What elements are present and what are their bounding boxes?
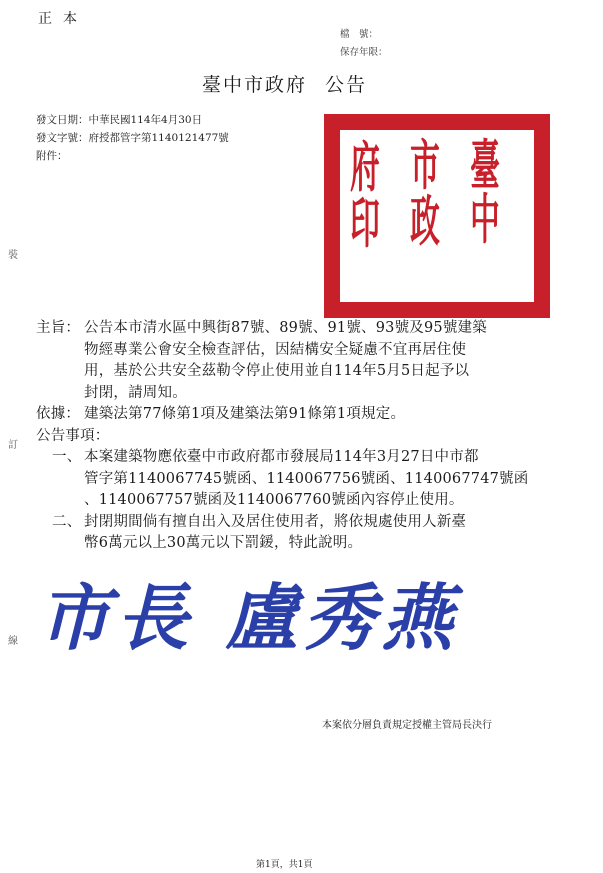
notice-item-line: 幣6萬元以上30萬元以下罰鍰，特此說明。 [84, 535, 363, 551]
basis-label: 依據： [36, 406, 81, 422]
issue-number: 發文字號：府授都管字第1140121477號 [36, 132, 229, 144]
notice-item-line: 封閉期間倘有擅自出入及居住使用者，將依規處使用人新臺 [84, 513, 467, 530]
subject-line: 公告本市清水區中興街87號、89號、91號、93號及95號建築 [84, 320, 487, 336]
notice-item-line: 管字第1140067745號函、1140067756號函、1140067747號函 [84, 470, 529, 487]
attachments-label: 附件： [36, 150, 68, 162]
notice-item-marker: 二、 [52, 513, 82, 530]
issue-date: 發文日期：中華民國114年4月30日 [36, 114, 203, 126]
subject-line: 用，基於公共安全茲勒令停止使用並自114年5月5日起予以 [84, 363, 470, 379]
subject-line: 物經專業公會安全檢查評估，因結構安全疑慮不宜再居住使 [84, 341, 467, 358]
binding-mark-line: 線 [8, 636, 18, 647]
notice-label: 公告事項： [36, 427, 110, 444]
subject-label: 主旨： [36, 320, 81, 336]
binding-mark-staple: 訂 [8, 440, 18, 451]
notice-item-line: 、1140067757號函及1140067760號函內容停止使用。 [84, 492, 464, 508]
notice-item-marker: 一、 [52, 449, 82, 465]
seal-glyph: 臺 [470, 133, 500, 197]
document-type: 公告 [325, 74, 368, 96]
seal-glyph: 府 [350, 135, 380, 199]
delegation-note: 本案依分層負責規定授權主管局長決行 [322, 720, 492, 731]
official-seal [324, 114, 550, 318]
basis-text: 建築法第77條第1項及建築法第91條第1項規定。 [84, 406, 406, 422]
retention-period-label: 保存年限： [340, 47, 388, 58]
issuing-organization: 臺中市政府 [202, 74, 308, 96]
seal-glyph: 印 [350, 191, 380, 255]
subject-line: 封閉，請周知。 [84, 384, 187, 401]
mayor-signature-stamp: 市長 盧秀燕 [38, 575, 460, 660]
seal-glyph: 中 [470, 187, 500, 251]
binding-mark-bind: 裝 [8, 250, 18, 261]
document-title [202, 70, 367, 97]
seal-glyph: 市 [410, 133, 440, 197]
seal-glyph: 政 [410, 189, 440, 253]
copy-label: 正本 [38, 11, 88, 27]
notice-item-line: 本案建築物應依臺中市政府都市發展局114年3月27日中市都 [84, 449, 479, 465]
page-number: 第1頁，共1頁 [256, 860, 313, 870]
file-number-label: 檔 號： [340, 29, 379, 40]
